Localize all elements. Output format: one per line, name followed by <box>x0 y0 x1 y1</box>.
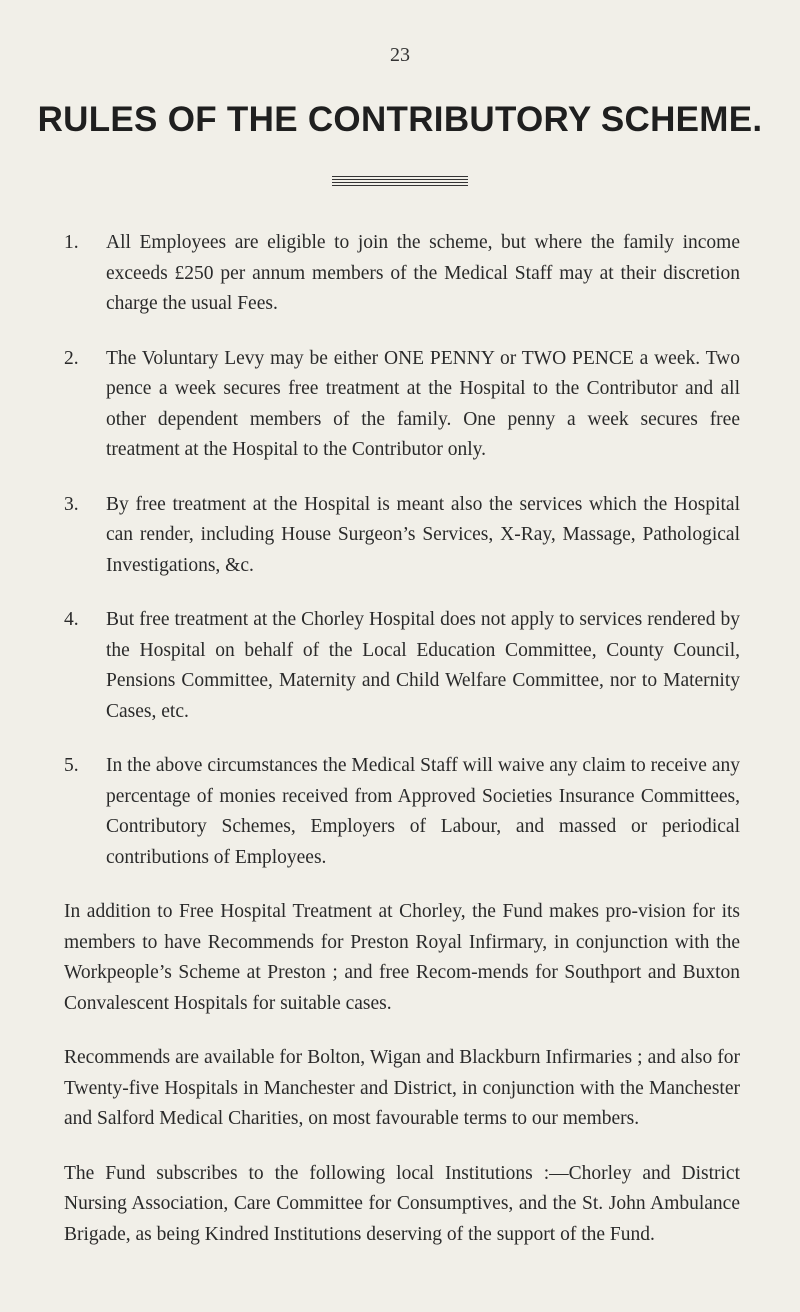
rule-item-4 <box>64 605 740 727</box>
rule-number: 4. <box>64 609 79 630</box>
rule-item-5 <box>64 751 740 873</box>
rule-number: 1. <box>64 232 79 253</box>
rule-number: 2. <box>64 347 79 369</box>
rule-number: 5. <box>64 755 79 776</box>
rule-text: But free treatment at the Chorley Hospital does not apply to services rendered by the Hospital on behalf of the Local Education Committee, County Council, Pensions Committee, Maternity and Child Welfare Committee, nor to Maternity Cases, etc. <box>106 609 740 722</box>
page-title: RULES OF THE CONTRIBUTORY SCHEME. <box>37 100 763 139</box>
rule-item-1 <box>64 228 740 320</box>
paragraph-recommends-preston: In addition to Free Hospital Treatment at Chorley, the Fund makes pro-vision for its members to have Recommends for Preston Royal Infirmary, in conjunction with the Workpeople’s Scheme at Preston ; and free Recom-mends for Southport and Buxton Convalescent Hospitals for suitable cases. <box>64 901 740 1014</box>
rule-text: By free treatment at the Hospital is meant also the services which the Hospital can render, including House Surgeon’s Services, X-Ray, Massage, Pathological Investigations, &c. <box>106 493 740 576</box>
rule-text: In the above circumstances the Medical Staff will waive any claim to receive any percentage of monies received from Approved Societies Insurance Committees, Contributory Schemes, Employers of Labour, and massed or periodical contributions of Employees. <box>106 755 740 868</box>
rule-text: The Voluntary Levy may be either ONE PENNY or TWO PENCE a week. Two pence a week secures free treatment at the Hospital to the Contributor and all other dependent members of the family. One penny a week secures free treatment at the Hospital to the Contributor only. <box>106 347 740 460</box>
rules-list <box>64 228 740 873</box>
paragraph-recommends-manchester: Recommends are available for Bolton, Wigan and Blackburn Infirmaries ; and also for Twenty-five Hospitals in Manchester and District, in conjunction with the Manchester and Salford Medical Charities, on most favourable terms to our members. <box>64 1047 740 1129</box>
paragraph-local-institutions: The Fund subscribes to the following local Institutions :—Chorley and District Nursing Association, Care Committee for Consumptives, and the St. John Ambulance Brigade, as being Kindred Institutions deserving of the support of the Fund. <box>64 1162 740 1245</box>
rule-number: 3. <box>64 493 79 515</box>
page-number: 23 <box>390 44 410 66</box>
rule-item-3 <box>64 490 740 582</box>
title-divider <box>332 176 468 187</box>
document-body <box>64 228 740 1274</box>
rule-text: All Employees are eligible to join the scheme, but where the family income exceeds £250 per annum members of the Medical Staff may at their discretion charge the usual Fees. <box>106 232 740 314</box>
rule-item-2 <box>64 344 740 466</box>
